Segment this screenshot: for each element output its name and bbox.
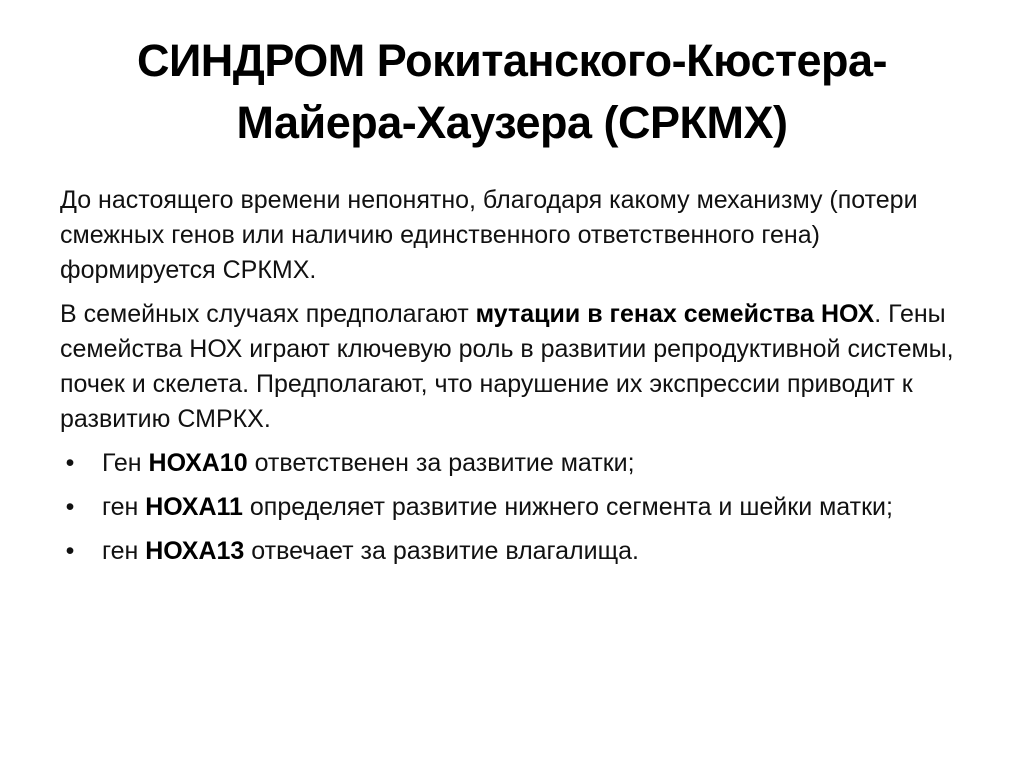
- bullet-gene-name: НОХА10: [148, 449, 248, 477]
- bullet-gene-name: НОХА11: [145, 493, 243, 521]
- bullet-text-end: отвечает за развитие влагалища.: [244, 537, 640, 565]
- gene-bullet-list: [60, 446, 970, 569]
- paragraph-mechanism: До настоящего времени непонятно, благодаря какому механизму (потери смежных генов или наличию единственного ответственного гена) формируется СРКМХ.: [60, 186, 918, 284]
- paragraph-hox-text-end: . Гены семейства НОХ играют ключевую роль в развитии репродуктивной системы, почек и скелета. Предполагают, что нарушение их экспрессии приводит к развитию СМРКХ.: [60, 300, 954, 433]
- slide-body: [60, 183, 970, 578]
- bullet-text-end: ответственен за развитие матки;: [247, 449, 635, 477]
- paragraph-hox-text-start: В семейных случаях предполагают: [60, 300, 476, 328]
- bullet-item-hoxa10: [60, 446, 970, 481]
- paragraph-hox-emphasis: мутации в генах семейства НОХ: [475, 300, 875, 328]
- paragraph-hox-genes: [60, 297, 970, 437]
- bullet-text-start: ген: [102, 493, 146, 521]
- bullet-marker: •: [65, 493, 75, 521]
- bullet-text-end: определяет развитие нижнего сегмента и шейки матки;: [242, 493, 893, 521]
- title-line-2: Майера-Хаузера (СРКМХ): [236, 97, 788, 148]
- slide-title: [60, 30, 964, 154]
- bullet-gene-name: НОХА13: [145, 537, 245, 565]
- title-line-1: СИНДРОМ Рокитанского-Кюстера-: [136, 35, 888, 86]
- bullet-marker: •: [65, 449, 75, 477]
- bullet-text-start: ген: [102, 537, 146, 565]
- bullet-text-start: Ген: [102, 449, 149, 477]
- bullet-item-hoxa13: [60, 534, 970, 569]
- bullet-item-hoxa11: [60, 490, 970, 525]
- bullet-marker: •: [65, 537, 75, 565]
